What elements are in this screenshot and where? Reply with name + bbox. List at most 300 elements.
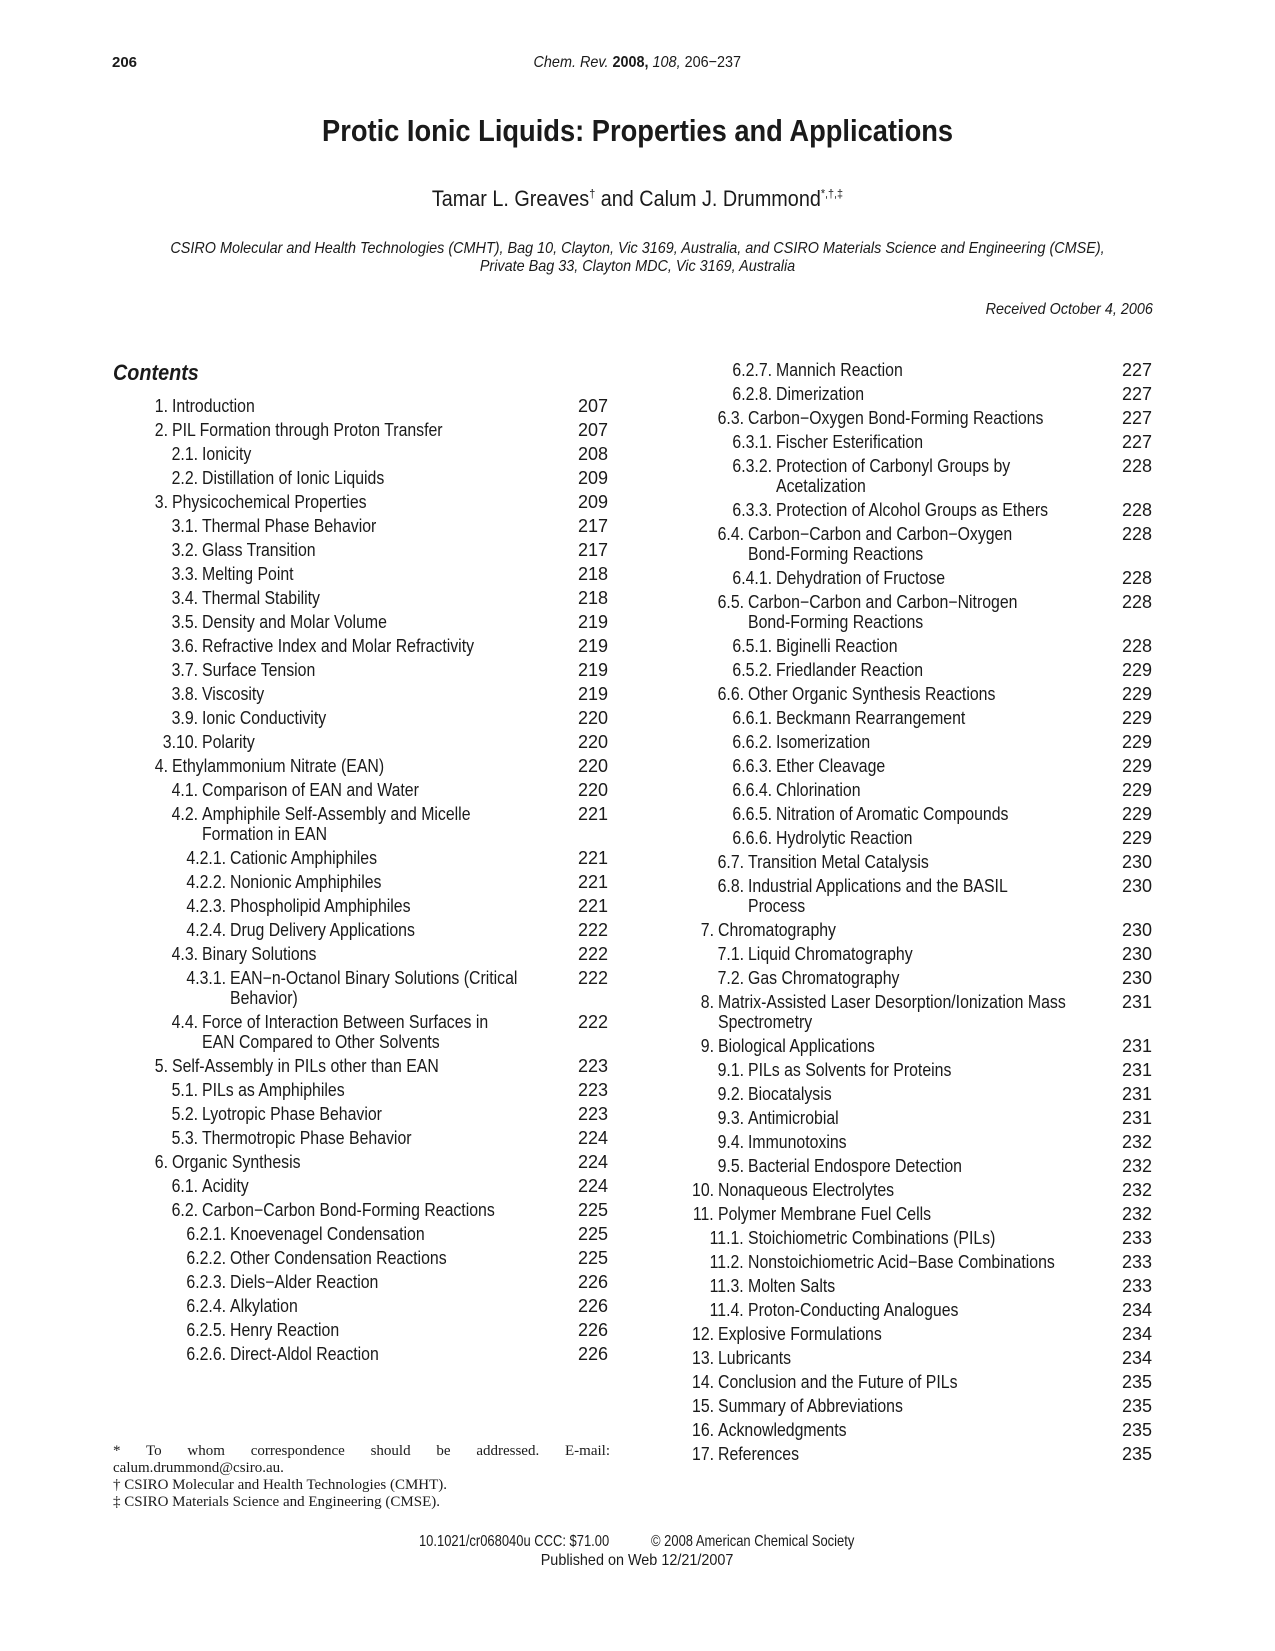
toc-entry: [0, 592, 1275, 633]
toc-entry-number-cell: [680, 1276, 744, 1297]
toc-entry-title-cell: [718, 1420, 864, 1441]
toc-entry-number-cell: [680, 1084, 744, 1105]
toc-entry-page: 209: [578, 492, 609, 512]
toc-entry: [0, 992, 1275, 1033]
toc-entry-title: Lubricants: [718, 1348, 792, 1368]
toc-entry-title: Force of Interaction Between Surfaces in: [202, 1012, 489, 1032]
toc-entry-title-cell: [718, 1396, 928, 1417]
toc-entry-number: 6.2.7.: [732, 360, 772, 380]
toc-entry-number-cell: [680, 944, 744, 965]
toc-entry: [0, 1060, 1275, 1081]
toc-entry-page: 218: [578, 564, 609, 584]
toc-entry-page: 231: [1122, 1084, 1153, 1104]
toc-entry-page: 234: [1122, 1348, 1153, 1368]
footnote-correspondence: * To whom correspondence should be addressed. E-mail:: [113, 1443, 610, 1459]
toc-entry: [0, 1252, 1275, 1273]
toc-entry-page: 209: [578, 468, 609, 488]
toc-entry-number: 11.4.: [709, 1300, 744, 1320]
toc-entry-title-cell: [748, 1108, 851, 1129]
toc-entry-title: Stoichiometric Combinations (PILs): [748, 1228, 996, 1248]
toc-entry-page: 218: [578, 588, 609, 608]
toc-entry-title: Lyotropic Phase Behavior: [202, 1104, 382, 1124]
toc-entry-title: Fischer Esterification: [776, 432, 924, 452]
toc-entry-number: 8.: [700, 992, 714, 1012]
toc-entry-title-continued: Behavior): [230, 988, 298, 1008]
toc-entry: [0, 1180, 1275, 1201]
toc-entry-title: Proton-Conducting Analogues: [748, 1300, 959, 1320]
toc-entry-page: 235: [1122, 1372, 1153, 1392]
toc-entry-number-cell: [660, 1204, 714, 1225]
toc-entry-page: 225: [578, 1200, 609, 1220]
toc-entry-number-cell: [700, 660, 772, 681]
received-date-text: Received October 4, 2006: [985, 301, 1153, 318]
toc-entry-number-cell: [680, 408, 744, 429]
toc-entry-page: 231: [1122, 1108, 1153, 1128]
toc-entry-number: 5.3.: [171, 1128, 198, 1148]
toc-entry-page: 220: [578, 708, 609, 728]
toc-entry-number-cell: [680, 1060, 744, 1081]
toc-entry-number-cell: [700, 732, 772, 753]
toc-entry-title: Binary Solutions: [202, 944, 317, 964]
toc-entry: [0, 384, 1275, 405]
toc-entry-number: 6.2.4.: [186, 1296, 226, 1316]
author-1: Tamar L. Greaves: [431, 186, 590, 211]
toc-entry-title: Nitration of Aromatic Compounds: [776, 804, 1009, 824]
toc-entry-page: 228: [1122, 524, 1153, 544]
toc-entry-page: 220: [578, 756, 609, 776]
toc-entry-title: Carbon−Carbon and Carbon−Nitrogen: [748, 592, 1018, 612]
toc-entry-page: 229: [1122, 732, 1153, 752]
toc-entry-number: 4.2.: [171, 804, 198, 824]
toc-entry-title-continued-cell: [776, 476, 878, 497]
toc-entry-page: 207: [578, 396, 609, 416]
toc-entry: [0, 708, 1275, 729]
affiliation-line-2: Private Bag 33, Clayton MDC, Vic 3169, Australia: [479, 258, 796, 275]
toc-entry-title-cell: [748, 1060, 979, 1081]
toc-entry-number-cell: [660, 1036, 714, 1057]
toc-entry: [0, 944, 1275, 965]
toc-entry-page: 219: [578, 636, 609, 656]
toc-entry-title: Antimicrobial: [748, 1108, 839, 1128]
toc-entry-title-cell: [718, 1180, 918, 1201]
toc-entry-title: Beckmann Rearrangement: [776, 708, 966, 728]
toc-entry-number: 11.3.: [709, 1276, 744, 1296]
toc-entry-page: 223: [578, 1056, 609, 1076]
toc-entry-number: 6.3.3.: [732, 500, 772, 520]
toc-entry-page: 230: [1122, 876, 1153, 896]
toc-entry-title: Density and Molar Volume: [202, 612, 387, 632]
toc-entry-title-cell: [748, 944, 935, 965]
toc-entry-title: Polarity: [202, 732, 255, 752]
toc-entry-number: 5.1.: [171, 1080, 198, 1100]
toc-entry-page: 221: [578, 872, 609, 892]
toc-entry-number-cell: [680, 1300, 744, 1321]
toc-entry-number: 6.3.2.: [732, 456, 772, 476]
footnote-cmse: ‡ CSIRO Materials Science and Engineering (CMSE).: [113, 1494, 441, 1510]
toc-entry-page: 226: [578, 1272, 609, 1292]
toc-entry-number: 6.2.3.: [186, 1272, 226, 1292]
toc-entry: [0, 524, 1275, 565]
author-2: Calum J. Drummond: [639, 186, 821, 211]
toc-entry-number: 17.: [691, 1444, 714, 1464]
toc-entry-number-cell: [660, 1324, 714, 1345]
toc-entry-number: 6.2.8.: [732, 384, 772, 404]
toc-entry-title: Chromatography: [718, 920, 836, 940]
toc-entry-title-cell: [776, 828, 931, 849]
toc-entry: [0, 1348, 1275, 1369]
toc-entry-title: Other Condensation Reactions: [230, 1248, 447, 1268]
toc-entry-title-cell: [718, 1372, 990, 1393]
toc-entry: [0, 1108, 1275, 1129]
toc-entry-number: 6.4.1.: [732, 568, 772, 588]
toc-entry-title: PILs as Amphiphiles: [202, 1080, 345, 1100]
toc-entry-number: 6.1.: [171, 1176, 198, 1196]
toc-entry-number-cell: [660, 1444, 714, 1465]
toc-entry-page: 222: [578, 944, 609, 964]
toc-entry-title-continued-cell: [748, 544, 947, 565]
toc-entry-page: 233: [1122, 1252, 1153, 1272]
toc-entry-title-cell: [748, 852, 953, 873]
toc-entry-page: 232: [1122, 1180, 1153, 1200]
toc-entry-number-cell: [680, 1252, 744, 1273]
toc-entry-page: 235: [1122, 1420, 1153, 1440]
toc-entry-title: Viscosity: [202, 684, 265, 704]
toc-entry-page: 228: [1122, 500, 1153, 520]
toc-entry-number-cell: [680, 524, 744, 545]
toc-entry-title-cell: [748, 684, 1029, 705]
toc-entry-number: 3.3.: [171, 564, 198, 584]
toc-entry-title: Gas Chromatography: [748, 968, 900, 988]
toc-entry-title-cell: [718, 1444, 810, 1465]
toc-entry-title: Physicochemical Properties: [172, 492, 367, 512]
toc-entry-page: 220: [578, 780, 609, 800]
toc-entry: [0, 432, 1275, 453]
toc-entry-page: 227: [1122, 384, 1153, 404]
toc-entry-title-cell: [748, 1276, 847, 1297]
toc-entry: [0, 1324, 1275, 1345]
toc-entry-title: Nonaqueous Electrolytes: [718, 1180, 895, 1200]
journal-pages: 206−237: [684, 54, 742, 71]
toc-entry-number-cell: [680, 1108, 744, 1129]
toc-entry-number-cell: [660, 1348, 714, 1369]
toc-entry: [0, 1228, 1275, 1249]
toc-entry-page: 221: [578, 896, 609, 916]
toc-entry-title: Bacterial Endospore Detection: [748, 1156, 962, 1176]
toc-entry-number: 9.2.: [717, 1084, 744, 1104]
toc-entry-page: 227: [1122, 408, 1153, 428]
toc-entry-title-cell: [776, 660, 943, 681]
toc-entry-page: 217: [578, 516, 609, 536]
toc-entry-title-continued-cell: [718, 1012, 825, 1033]
toc-entry-page: 227: [1122, 432, 1153, 452]
toc-entry-title: Protection of Alcohol Groups as Ethers: [776, 500, 1049, 520]
toc-entry-title-continued: Formation in EAN: [202, 824, 328, 844]
toc-entry-number-cell: [700, 756, 772, 777]
toc-entry-title-cell: [718, 1324, 904, 1345]
toc-entry-page: 229: [1122, 828, 1153, 848]
toc-entry-title: Amphiphile Self-Assembly and Micelle: [202, 804, 471, 824]
toc-entry-number-cell: [680, 876, 744, 897]
toc-entry: [0, 1420, 1275, 1441]
toc-entry: [0, 1372, 1275, 1393]
toc-entry: [0, 876, 1275, 917]
toc-entry: [0, 732, 1275, 753]
toc-entry: [0, 360, 1275, 381]
toc-entry-number-cell: [680, 1156, 744, 1177]
toc-entry: [0, 1036, 1275, 1057]
toc-entry-title-cell: [776, 756, 900, 777]
toc-entry-number: 6.6.: [717, 684, 744, 704]
toc-entry: [0, 1396, 1275, 1417]
toc-entry: [0, 852, 1275, 873]
toc-entry-title-cell: [748, 1084, 843, 1105]
affiliation-line-1: CSIRO Molecular and Health Technologies (CMHT), Bag 10, Clayton, Vic 3169, Australia, and CSIRO Materials Science and Engineering (CMSE),: [170, 240, 1105, 257]
toc-entry-title-continued-cell: [748, 896, 813, 917]
toc-entry-number: 3.8.: [171, 684, 198, 704]
toc-entry-title: Diels−Alder Reaction: [230, 1272, 379, 1292]
toc-entry-title-cell: [718, 1036, 896, 1057]
toc-entry: [0, 1156, 1275, 1177]
toc-entry-title: Distillation of Ionic Liquids: [202, 468, 385, 488]
toc-entry-title: Alkylation: [230, 1296, 298, 1316]
toc-entry-page: 229: [1122, 660, 1153, 680]
toc-entry-title: Acknowledgments: [718, 1420, 847, 1440]
toc-entry-number-cell: [700, 828, 772, 849]
toc-entry-title: Knoevenagel Condensation: [230, 1224, 425, 1244]
toc-entry-number: 6.5.2.: [732, 660, 772, 680]
toc-entry-number-cell: [660, 1420, 714, 1441]
toc-entry-number: 6.2.5.: [186, 1320, 226, 1340]
toc-entry-title: Other Organic Synthesis Reactions: [748, 684, 996, 704]
toc-entry-page: 219: [578, 684, 609, 704]
footnote-cmht: † CSIRO Molecular and Health Technologies (CMHT).: [113, 1477, 448, 1493]
toc-entry-number: 4.4.: [171, 1012, 198, 1032]
journal-year: 2008,: [612, 54, 649, 71]
toc-entry-page: 229: [1122, 684, 1153, 704]
toc-entry-title: Biocatalysis: [748, 1084, 832, 1104]
toc-entry-title: Direct-Aldol Reaction: [230, 1344, 379, 1364]
contents-heading-text: Contents: [113, 360, 199, 385]
toc-entry-number: 6.6.6.: [732, 828, 772, 848]
toc-entry-title: Hydrolytic Reaction: [776, 828, 913, 848]
toc-entry-number: 9.4.: [717, 1132, 744, 1152]
toc-entry-number-cell: [660, 1372, 714, 1393]
toc-entry-title: Protection of Carbonyl Groups by: [776, 456, 1011, 476]
toc-entry-number: 4.1.: [171, 780, 198, 800]
toc-entry-number-cell: [700, 568, 772, 589]
toc-entry-page: 207: [578, 420, 609, 440]
toc-entry-number: 4.3.1.: [186, 968, 226, 988]
toc-entry-page: 224: [578, 1152, 609, 1172]
toc-entry-number-cell: [660, 1180, 714, 1201]
toc-entry-page: 221: [578, 848, 609, 868]
toc-entry-title: Phospholipid Amphiphiles: [230, 896, 411, 916]
toc-entry-number: 11.1.: [709, 1228, 744, 1248]
toc-entry-page: 219: [578, 612, 609, 632]
toc-entry-number: 2.: [154, 420, 168, 440]
toc-entry-page: 231: [1122, 992, 1153, 1012]
toc-entry-number: 6.6.1.: [732, 708, 772, 728]
toc-entry-title-continued: Process: [748, 896, 806, 916]
toc-entry-page: 222: [578, 920, 609, 940]
toc-entry-title: Carbon−Carbon and Carbon−Oxygen: [748, 524, 1013, 544]
toc-right-column: [0, 360, 1275, 1468]
toc-entry-title-cell: [776, 432, 943, 453]
author-line: [0, 186, 1275, 212]
toc-entry-page: 232: [1122, 1156, 1153, 1176]
copyright: © 2008 American Chemical Society: [651, 1533, 855, 1550]
toc-entry-number-cell: [700, 360, 772, 381]
toc-entry-title-cell: [776, 732, 883, 753]
toc-entry: [0, 1276, 1275, 1297]
author-1-marks: †: [589, 186, 596, 201]
toc-entry-number: 6.6.3.: [732, 756, 772, 776]
toc-entry-title: Dehydration of Fructose: [776, 568, 946, 588]
toc-entry-title-cell: [776, 500, 1085, 521]
toc-entry-title-cell: [776, 780, 872, 801]
toc-entry-page: 221: [578, 804, 609, 824]
toc-entry-title: Mannich Reaction: [776, 360, 903, 380]
toc-entry-number: 14.: [691, 1372, 714, 1392]
toc-entry-title: Organic Synthesis: [172, 1152, 301, 1172]
toc-entry-number: 6.6.2.: [732, 732, 772, 752]
toc-entry-title: Biginelli Reaction: [776, 636, 898, 656]
toc-entry-title: Molten Salts: [748, 1276, 836, 1296]
toc-entry-page: 232: [1122, 1132, 1153, 1152]
toc-entry-number: 6.: [154, 1152, 168, 1172]
toc-entry-number: 9.3.: [717, 1108, 744, 1128]
toc-entry-title: Chlorination: [776, 780, 861, 800]
toc-entry-title-cell: [776, 636, 914, 657]
toc-entry-page: 228: [1122, 636, 1153, 656]
toc-entry-title: References: [718, 1444, 800, 1464]
toc-entry-number: 6.5.: [717, 592, 744, 612]
toc-entry-title-cell: [776, 360, 920, 381]
toc-entry-page: 222: [578, 968, 609, 988]
toc-entry-title-cell: [748, 1132, 860, 1153]
toc-entry-page: 230: [1122, 920, 1153, 940]
toc-entry-number: 6.6.5.: [732, 804, 772, 824]
toc-entry-number: 11.: [693, 1204, 714, 1224]
toc-entry-title-cell: [748, 968, 920, 989]
toc-entry: [0, 1084, 1275, 1105]
toc-entry-page: 232: [1122, 1204, 1153, 1224]
toc-entry-page: 224: [578, 1128, 609, 1148]
toc-entry-number-cell: [660, 920, 714, 941]
toc-entry-page: 229: [1122, 756, 1153, 776]
toc-entry-number: 3.5.: [171, 612, 198, 632]
toc-entry-number: 10.: [691, 1180, 714, 1200]
toc-entry-title-cell: [748, 876, 1043, 897]
toc-entry-number: 3.9.: [171, 708, 198, 728]
toc-entry-page: 235: [1122, 1396, 1153, 1416]
toc-entry-number: 6.4.: [717, 524, 744, 544]
toc-entry: [0, 1132, 1275, 1153]
toc-entry-number-cell: [660, 992, 714, 1013]
toc-entry-number: 12.: [691, 1324, 714, 1344]
toc-entry-title: Drug Delivery Applications: [230, 920, 415, 940]
toc-entry-page: 229: [1122, 708, 1153, 728]
toc-entry-title-continued-cell: [748, 612, 947, 633]
toc-entry-number: 3.2.: [171, 540, 198, 560]
toc-entry-number: 6.2.1.: [186, 1224, 226, 1244]
toc-entry-title-cell: [748, 1252, 1097, 1273]
toc-entry-number-cell: [660, 1396, 714, 1417]
toc-entry-number: 6.3.: [717, 408, 744, 428]
toc-entry-page: 230: [1122, 944, 1153, 964]
toc-entry-number-cell: [700, 432, 772, 453]
toc-entry-page: 224: [578, 1176, 609, 1196]
toc-entry-title: Matrix-Assisted Laser Desorption/Ionization Mass: [718, 992, 1066, 1012]
toc-entry-number: 6.2.2.: [186, 1248, 226, 1268]
toc-entry-page: 217: [578, 540, 609, 560]
toc-entry-number: 7.2.: [717, 968, 744, 988]
toc-entry-title: Biological Applications: [718, 1036, 875, 1056]
toc-entry-title: Thermal Stability: [202, 588, 320, 608]
toc-entry: [0, 636, 1275, 657]
toc-entry-number: 4.3.: [171, 944, 198, 964]
toc-entry-title: EAN−n-Octanol Binary Solutions (Critical: [230, 968, 518, 988]
toc-entry: [0, 756, 1275, 777]
toc-entry-page: 223: [578, 1104, 609, 1124]
toc-entry-number: 9.: [700, 1036, 714, 1056]
toc-entry-page: 235: [1122, 1444, 1153, 1464]
toc-entry-number-cell: [700, 804, 772, 825]
toc-entry-title: Introduction: [172, 396, 255, 416]
toc-entry-number: 11.2.: [709, 1252, 744, 1272]
toc-entry-page: 226: [578, 1296, 609, 1316]
published-date: Published on Web 12/21/2007: [541, 1552, 734, 1569]
toc-entry-title-cell: [776, 708, 991, 729]
toc-entry-page: 230: [1122, 968, 1153, 988]
toc-entry-page: 226: [578, 1344, 609, 1364]
toc-entry-title-cell: [776, 568, 968, 589]
toc-entry-page: 220: [578, 732, 609, 752]
toc-entry-page: 229: [1122, 804, 1153, 824]
toc-entry: [0, 500, 1275, 521]
toc-entry: [0, 780, 1275, 801]
toc-entry-number-cell: [700, 708, 772, 729]
page-footer: [0, 1532, 1275, 1570]
toc-entry-title: Thermal Phase Behavior: [202, 516, 377, 536]
toc-entry-title: Ionicity: [202, 444, 252, 464]
toc-entry-number-cell: [680, 968, 744, 989]
toc-entry-title: Explosive Formulations: [718, 1324, 882, 1344]
toc-entry-title-cell: [748, 592, 1054, 613]
toc-entry-number: 4.: [154, 756, 168, 776]
toc-entry-number: 3.7.: [171, 660, 198, 680]
toc-entry-page: 234: [1122, 1300, 1153, 1320]
toc-entry: [0, 828, 1275, 849]
toc-entry-title: Self-Assembly in PILs other than EAN: [172, 1056, 439, 1076]
toc-entry-title: Liquid Chromatography: [748, 944, 913, 964]
toc-entry-number: 6.7.: [717, 852, 744, 872]
toc-entry-title: Isomerization: [776, 732, 871, 752]
toc-entry: [0, 684, 1275, 705]
toc-entry-page: 233: [1122, 1228, 1153, 1248]
toc-entry-number: 4.2.4.: [186, 920, 226, 940]
toc-entry-number-cell: [680, 684, 744, 705]
toc-entry-title: Comparison of EAN and Water: [202, 780, 419, 800]
toc-entry-title-continued: Spectrometry: [718, 1012, 813, 1032]
toc-entry: [0, 456, 1275, 497]
journal-name: Chem. Rev.: [533, 54, 609, 71]
toc-entry-title: Ionic Conductivity: [202, 708, 327, 728]
toc-entry-page: 230: [1122, 852, 1153, 872]
toc-entry-number: 6.6.4.: [732, 780, 772, 800]
toc-entry-number-cell: [680, 1228, 744, 1249]
toc-entry: [0, 804, 1275, 825]
